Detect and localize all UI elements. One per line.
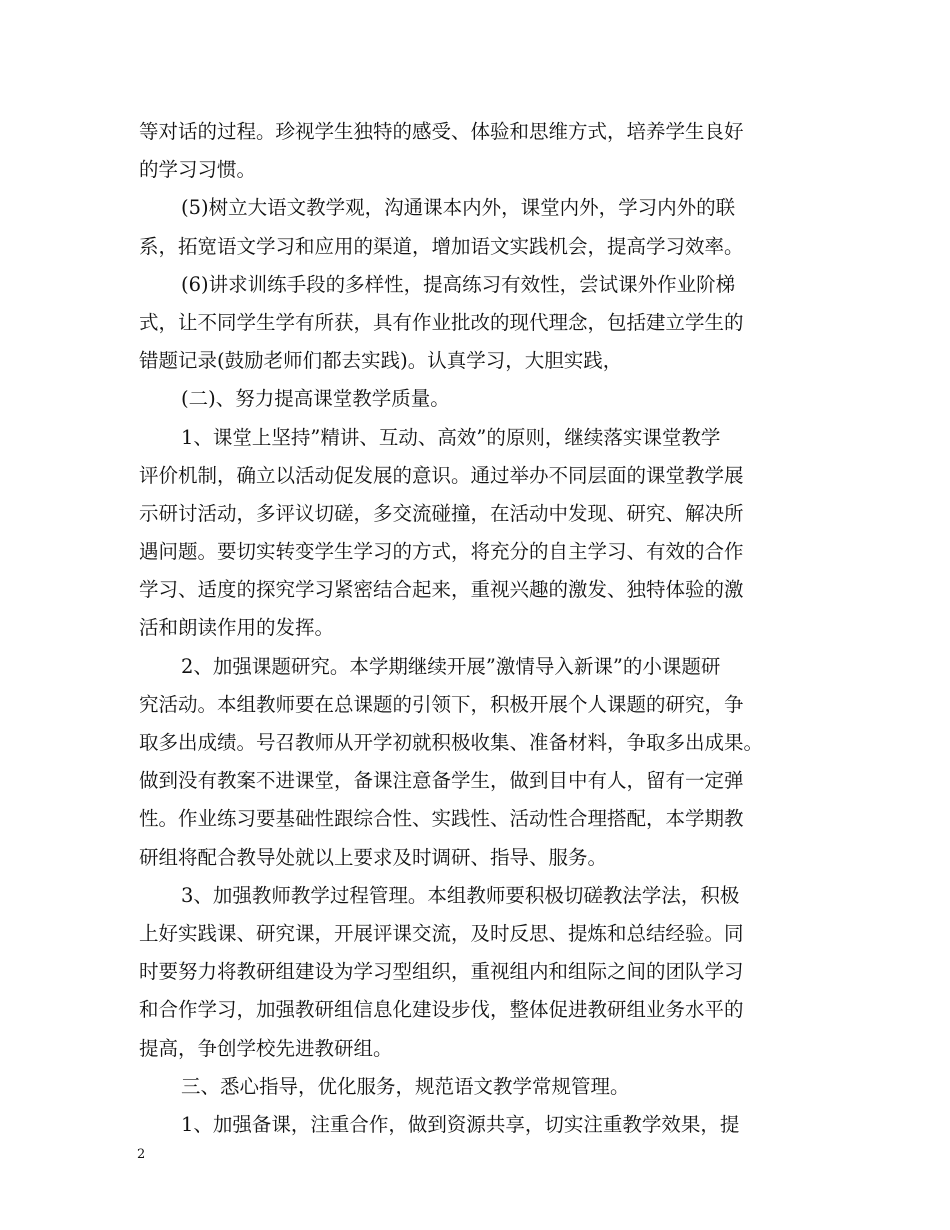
- text-line: 等对话的过程。珍视学生独特的感受、体验和思维方式，培养学生良好: [139, 120, 744, 143]
- text-line: 3、加强教师教学过程管理。本组教师要积极切磋教法学法，积极: [181, 883, 740, 907]
- text-line: 活和朗读作用的发挥。: [139, 616, 335, 640]
- text-line: 式，让不同学生学有所获，具有作业批改的现代理念，包括建立学生的: [139, 310, 744, 334]
- text-line: (5)树立大语文教学观，沟通课本内外，课堂内外，学习内外的联: [181, 196, 736, 220]
- text-line: 1、加强备课，注重合作，做到资源共享，切实注重教学效果，提: [181, 1112, 740, 1136]
- page-number: 2: [137, 1147, 146, 1162]
- text-line: 时要努力将教研组建设为学习型组织，重视组内和组际之间的团队学习: [139, 960, 744, 984]
- text-line: 取多出成绩。号召教师从开学初就积极收集、准备材料，争取多出成果。: [139, 731, 764, 754]
- text-line: 系，拓宽语文学习和应用的渠道，增加语文实践机会，提高学习效率。: [139, 234, 744, 258]
- text-line: 三、悉心指导，优化服务，规范语文教学常规管理。: [181, 1074, 630, 1098]
- text-line: 究活动。本组教师要在总课题的引领下，积极开展个人课题的研究，争: [139, 692, 744, 716]
- text-line: 提高，争创学校先进教研组。: [139, 1036, 393, 1060]
- text-line: 研组将配合教导处就以上要求及时调研、指导、服务。: [139, 845, 608, 869]
- text-line: 学习、适度的探究学习紧密结合起来，重视兴趣的激发、独特体验的激: [139, 578, 744, 602]
- text-line: 示研讨活动，多评议切磋，多交流碰撞，在活动中发现、研究、解决所: [139, 501, 744, 525]
- text-line: 1、课堂上坚持”精讲、互动、高效”的原则，继续落实课堂教学: [181, 425, 721, 449]
- text-line: 的学习习惯。: [139, 158, 257, 182]
- text-line: 错题记录(鼓励老师们都去实践)。认真学习，大胆实践，: [139, 349, 623, 373]
- text-line: 性。作业练习要基础性跟综合性、实践性、活动性合理搭配，本学期教: [139, 807, 744, 831]
- text-line: (二)、努力提高课堂教学质量。: [181, 387, 450, 411]
- text-line: 2、加强课题研究。本学期继续开展”激情导入新课”的小课题研: [181, 654, 721, 678]
- text-line: 评价机制，确立以活动促发展的意识。通过举办不同层面的课堂教学展: [139, 463, 744, 487]
- text-line: 做到没有教案不进课堂，备课注意备学生，做到目中有人，留有一定弹: [139, 769, 744, 793]
- document-body: [139, 113, 811, 1144]
- text-line: 和合作学习，加强教研组信息化建设步伐，整体促进教研组业务水平的: [139, 998, 744, 1022]
- text-line: (6)讲求训练手段的多样性，提高练习有效性，尝试课外作业阶梯: [181, 272, 736, 296]
- text-line: 遇问题。要切实转变学生学习的方式，将充分的自主学习、有效的合作: [139, 540, 744, 564]
- text-line: 上好实践课、研究课，开展评课交流，及时反思、提炼和总结经验。同: [139, 921, 744, 945]
